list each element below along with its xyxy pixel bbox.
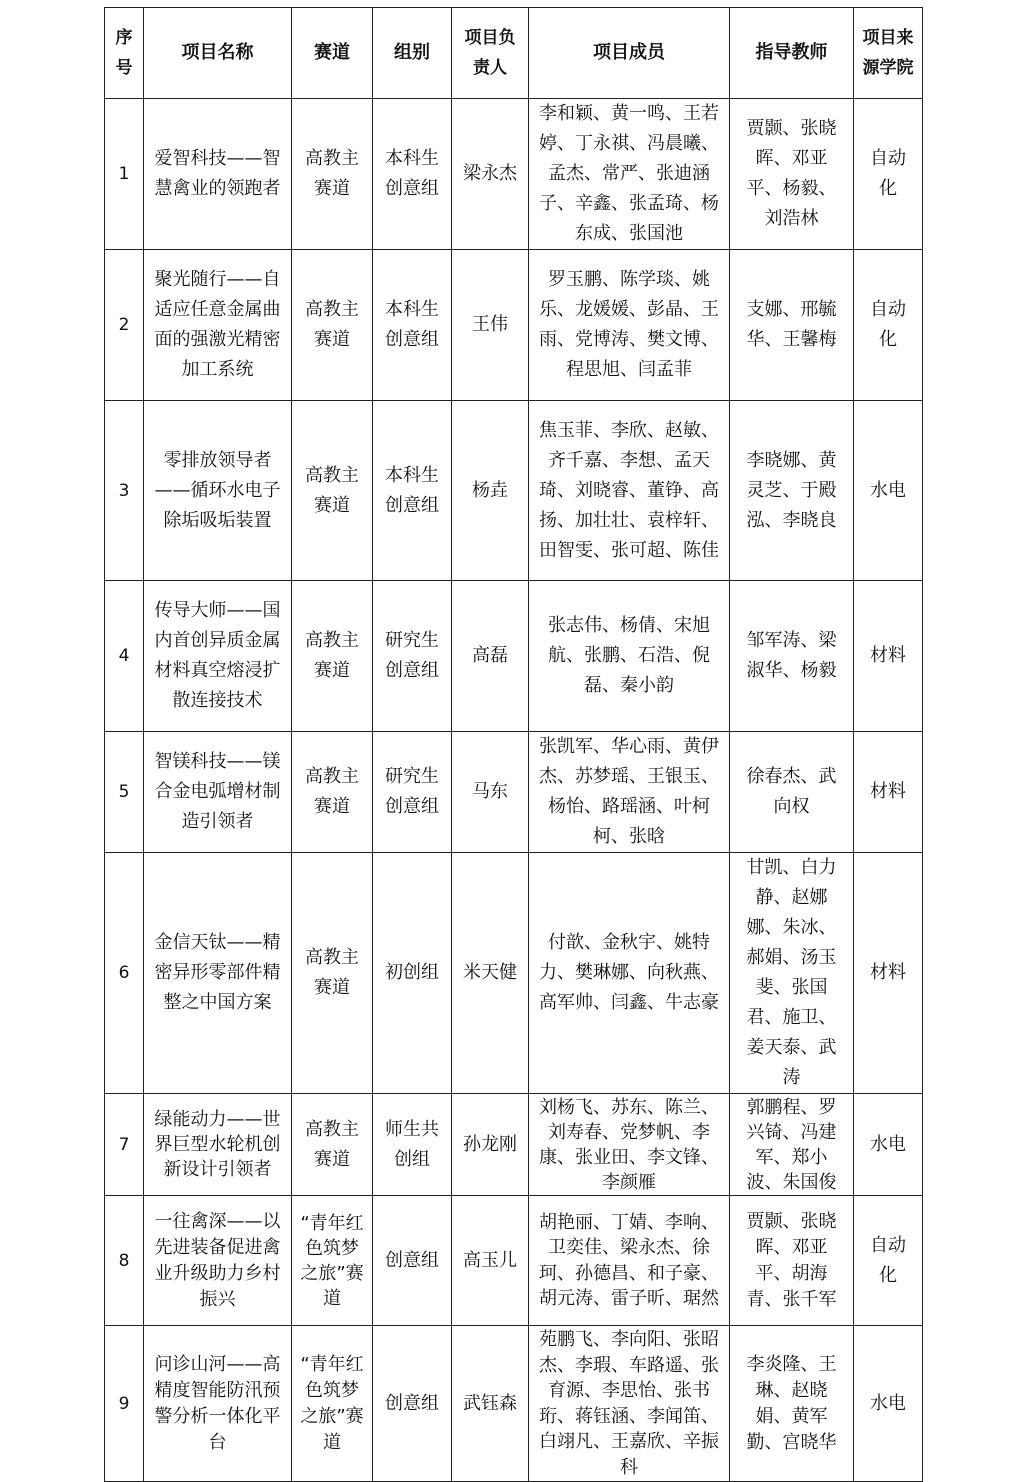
cell-group: 创意组: [373, 1196, 452, 1326]
table-row: [105, 732, 923, 853]
cell-track: “青年红色筑梦之旅”赛道: [292, 1196, 373, 1326]
cell-group: 本科生创意组: [373, 401, 452, 581]
header-name: 项目名称: [144, 8, 292, 99]
table-row: [105, 250, 923, 401]
cell-no: 1: [105, 99, 144, 250]
cell-name: 问诊山河——高精度智能防汛预警分析一体化平台: [144, 1326, 292, 1482]
table-row: [105, 1326, 923, 1482]
cell-no: 5: [105, 732, 144, 853]
cell-track: 高教主赛道: [292, 99, 373, 250]
cell-advisor: 李晓娜、黄灵芝、于殿泓、李晓良: [730, 401, 854, 581]
cell-no: 4: [105, 581, 144, 732]
cell-advisor: 邹军涛、梁淑华、杨毅: [730, 581, 854, 732]
cell-track: 高教主赛道: [292, 732, 373, 853]
cell-college: 水电: [854, 401, 923, 581]
cell-advisor: 徐春杰、武向权: [730, 732, 854, 853]
cell-advisor: 甘凯、白力静、赵娜娜、朱冰、郝娟、汤玉斐、张国君、施卫、姜天泰、武涛: [730, 853, 854, 1094]
cell-track: 高教主赛道: [292, 1094, 373, 1196]
header-no: 序号: [105, 8, 144, 99]
cell-advisor: 李炎隆、王琳、赵晓娟、黄军勤、宫晓华: [730, 1326, 854, 1482]
cell-leader: 王伟: [452, 250, 529, 401]
cell-college: 材料: [854, 853, 923, 1094]
cell-members: 苑鹏飞、李向阳、张昭杰、李瑕、车路遥、张育源、李思怡、张书珩、蒋钰涵、李闻笛、白翊凡、王嘉欣、辛振科: [529, 1326, 730, 1482]
cell-members: 李和颖、黄一鸣、王若婷、丁永祺、冯晨曦、孟杰、常严、张迪涵子、辛鑫、张孟琦、杨东成、张国池: [529, 99, 730, 250]
cell-name: 爱智科技——智慧禽业的领跑者: [144, 99, 292, 250]
cell-members: 张凯军、华心雨、黄伊杰、苏梦瑶、王银玉、杨怡、路瑶涵、叶柯柯、张晗: [529, 732, 730, 853]
cell-name: 金信天钛——精密异形零部件精整之中国方案: [144, 853, 292, 1094]
cell-members: 付歆、金秋宇、姚特力、樊琳娜、向秋燕、高军帅、闫鑫、牛志豪: [529, 853, 730, 1094]
cell-advisor: 郭鹏程、罗兴锜、冯建军、郑小波、朱国俊: [730, 1094, 854, 1196]
table-row: [105, 401, 923, 581]
cell-leader: 孙龙刚: [452, 1094, 529, 1196]
cell-advisor: 支娜、邢毓华、王馨梅: [730, 250, 854, 401]
cell-track: “青年红色筑梦之旅”赛道: [292, 1326, 373, 1482]
cell-no: 2: [105, 250, 144, 401]
header-row: [105, 8, 923, 99]
cell-college: 材料: [854, 732, 923, 853]
cell-track: 高教主赛道: [292, 581, 373, 732]
cell-group: 创意组: [373, 1326, 452, 1482]
cell-group: 本科生创意组: [373, 99, 452, 250]
cell-leader: 武钰森: [452, 1326, 529, 1482]
cell-college: 自动化: [854, 99, 923, 250]
table-row: [105, 853, 923, 1094]
cell-leader: 高玉儿: [452, 1196, 529, 1326]
header-members: 项目成员: [529, 8, 730, 99]
cell-name: 绿能动力——世界巨型水轮机创新设计引领者: [144, 1094, 292, 1196]
cell-no: 6: [105, 853, 144, 1094]
table-row: [105, 581, 923, 732]
table-row: [105, 1094, 923, 1196]
cell-leader: 梁永杰: [452, 99, 529, 250]
cell-no: 3: [105, 401, 144, 581]
cell-college: 材料: [854, 581, 923, 732]
cell-group: 研究生创意组: [373, 732, 452, 853]
header-track: 赛道: [292, 8, 373, 99]
cell-college: 水电: [854, 1094, 923, 1196]
cell-leader: 杨垚: [452, 401, 529, 581]
cell-members: 刘杨飞、苏东、陈兰、刘寿春、党梦帆、李康、张业田、李文锋、李颜雁: [529, 1094, 730, 1196]
table-row: [105, 1196, 923, 1326]
cell-track: 高教主赛道: [292, 853, 373, 1094]
header-group: 组别: [373, 8, 452, 99]
cell-name: 传导大师——国内首创异质金属材料真空熔浸扩散连接技术: [144, 581, 292, 732]
cell-no: 7: [105, 1094, 144, 1196]
cell-leader: 高磊: [452, 581, 529, 732]
cell-members: 罗玉鹏、陈学琰、姚乐、龙媛媛、彭晶、王雨、党博涛、樊文博、程思旭、闫孟菲: [529, 250, 730, 401]
cell-name: 零排放领导者——循环水电子除垢吸垢装置: [144, 401, 292, 581]
cell-name: 聚光随行——自适应任意金属曲面的强激光精密加工系统: [144, 250, 292, 401]
cell-college: 水电: [854, 1326, 923, 1482]
header-college: 项目来源学院: [854, 8, 923, 99]
cell-advisor: 贾颢、张晓晖、邓亚平、杨毅、刘浩林: [730, 99, 854, 250]
cell-name: 一往禽深——以先进装备促进禽业升级助力乡村振兴: [144, 1196, 292, 1326]
cell-members: 焦玉菲、李欣、赵敏、齐千嘉、李想、孟天琦、刘晓睿、董铮、高扬、加壮壮、袁梓轩、田智雯、张可超、陈佳: [529, 401, 730, 581]
header-leader: 项目负责人: [452, 8, 529, 99]
cell-college: 自动化: [854, 1196, 923, 1326]
cell-track: 高教主赛道: [292, 250, 373, 401]
cell-members: 张志伟、杨倩、宋旭航、张鹏、石浩、倪磊、秦小韵: [529, 581, 730, 732]
cell-leader: 马东: [452, 732, 529, 853]
cell-college: 自动化: [854, 250, 923, 401]
cell-group: 初创组: [373, 853, 452, 1094]
cell-members: 胡艳丽、丁婧、李响、卫奕佳、梁永杰、徐珂、孙德昌、和子豪、胡元涛、雷子昕、琚然: [529, 1196, 730, 1326]
cell-group: 师生共创组: [373, 1094, 452, 1196]
cell-group: 研究生创意组: [373, 581, 452, 732]
project-table: [104, 7, 923, 1482]
cell-no: 9: [105, 1326, 144, 1482]
header-advisor: 指导教师: [730, 8, 854, 99]
cell-leader: 米天健: [452, 853, 529, 1094]
cell-name: 智镁科技——镁合金电弧增材制造引领者: [144, 732, 292, 853]
cell-track: 高教主赛道: [292, 401, 373, 581]
cell-no: 8: [105, 1196, 144, 1326]
table-row: [105, 99, 923, 250]
cell-group: 本科生创意组: [373, 250, 452, 401]
cell-advisor: 贾颢、张晓晖、邓亚平、胡海青、张千军: [730, 1196, 854, 1326]
